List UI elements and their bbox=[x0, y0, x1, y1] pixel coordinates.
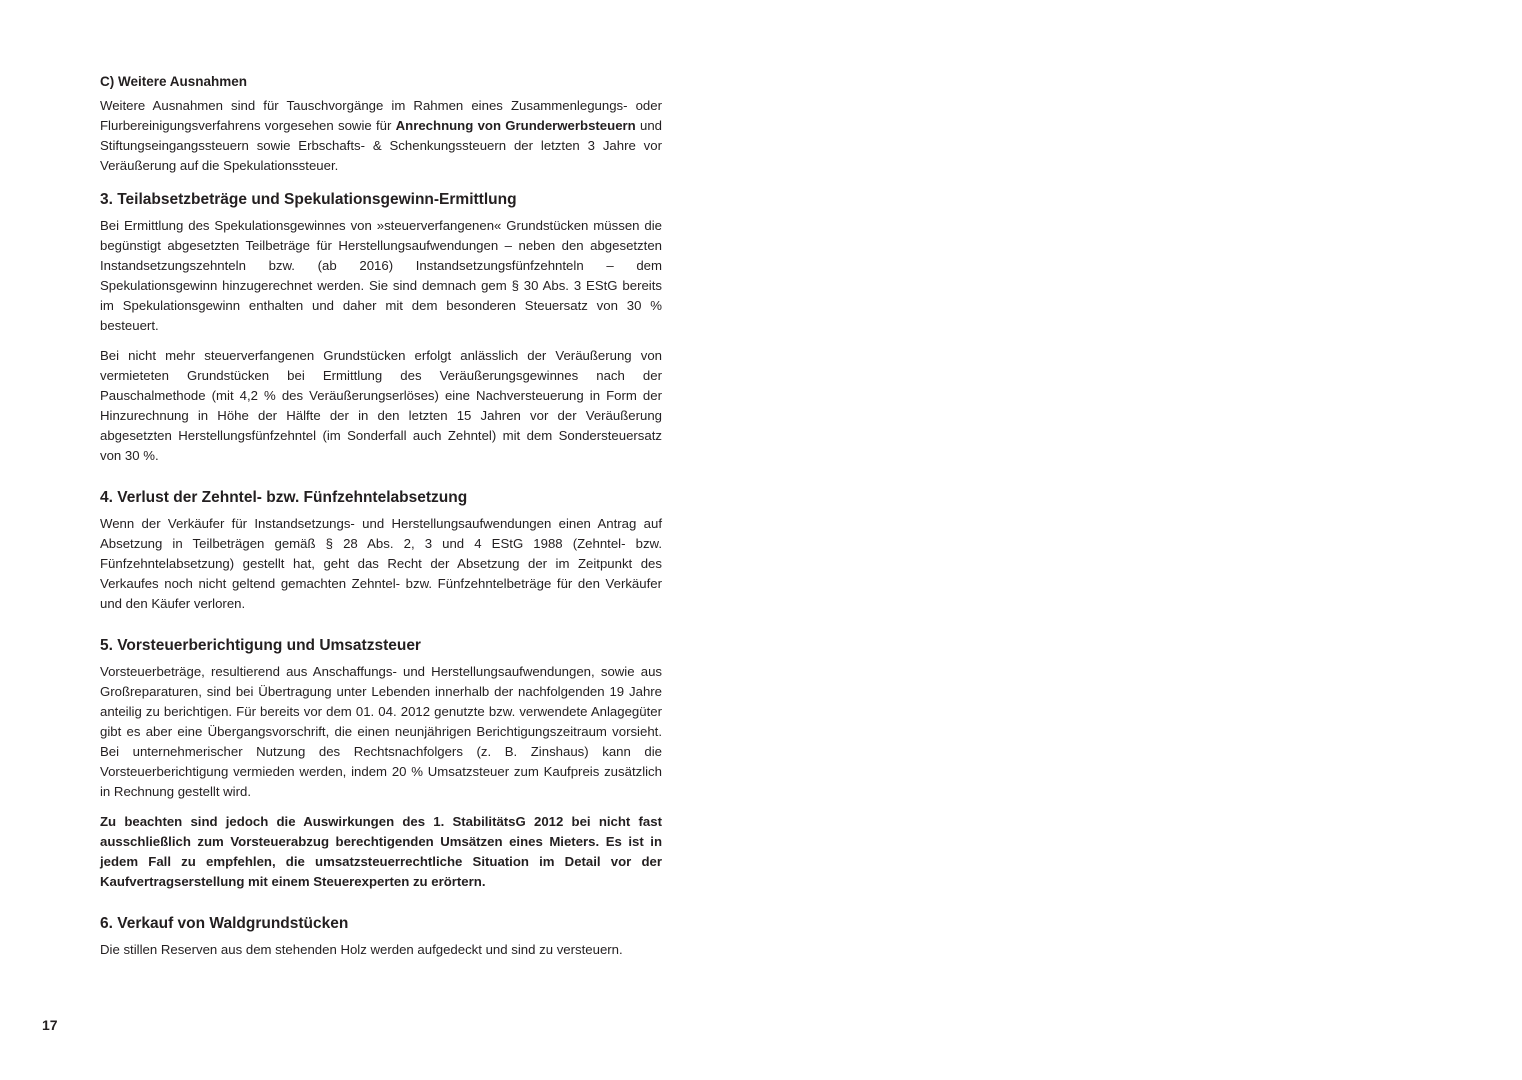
paragraph-section-5-1: Vorsteuerbeträge, resultierend aus Anschaffungs- und Herstellungsaufwendungen, sowie aus Großreparaturen, sind bei Übertragung unter Lebenden innerhalb der nachfolgenden 19 Jahre anteilig zu berichtigen. Für bereits vor dem 01. 04. 2012 genutzte bzw. verwendete Anlagegüter gibt es aber eine Übergangsvorschrift, die einen neunjährigen Berichtigungszeitraum vorsieht. Bei unternehmerischer Nutzung des Rechtsnachfolgers (z. B. Zinshaus) kann die Vorsteuerberichtigung vermieden werden, indem 20 % Umsatzsteuer zum Kaufpreis zusätzlich in Rechnung gestellt wird. bbox=[100, 664, 662, 799]
paragraph-section-5-2: Zu beachten sind jedoch die Auswirkungen des 1. StabilitätsG 2012 bei nicht fast ausschließlich zum Vorsteuerabzug berechtigenden Umsätzen eines Mieters. Es ist in jedem Fall zu empfehlen, die umsatzsteuerrechtliche Situation im Detail vor der Kaufvertragserstellung mit einem Steuerexperten zu erörtern. bbox=[100, 814, 662, 889]
heading-section-3: 3. Teilabsetzbeträge und Spekulationsgewinn-Ermittlung bbox=[100, 191, 517, 208]
text-column bbox=[100, 72, 662, 960]
heading-section-5: 5. Vorsteuerberichtigung und Umsatzsteuer bbox=[100, 637, 421, 654]
page-number: 17 bbox=[42, 1017, 58, 1033]
paragraph-bold-text: Anrechnung von Grunderwerbsteuern bbox=[395, 118, 636, 133]
paragraph-section-3-1: Bei Ermittlung des Spekulationsgewinnes von »steuerverfangenen« Grundstücken müssen die begünstigt abgesetzten Teilbeträge für Herstellungsaufwendungen – neben den abgesetzten Instandsetzungszehnteln bzw. (ab 2016) Instandsetzungsfünfzehnteln – dem Spekulationsgewinn hinzugerechnet werden. Sie sind demnach gem § 30 Abs. 3 EStG bereits im Spekulationsgewinn enthalten und daher mit dem besonderen Steuersatz von 30 % besteuert. bbox=[100, 218, 662, 333]
paragraph-text: und Stiftungseingangssteuern sowie Erbschafts- & Schenkungssteuern der letzten 3 Jahre vor Veräußerung auf die Spekulationssteuer. bbox=[100, 118, 663, 173]
heading-weitere-ausnahmen: C) Weitere Ausnahmen bbox=[100, 74, 248, 89]
paragraph-text: Weitere Ausnahmen sind für Tauschvorgänge im Rahmen eines Zusammenlegungs- oder Flurbereinigungsverfahrens vorgesehen sowie für bbox=[100, 98, 662, 133]
heading-section-6: 6. Verkauf von Waldgrundstücken bbox=[100, 915, 349, 932]
heading-section-4: 4. Verlust der Zehntel- bzw. Fünfzehntelabsetzung bbox=[100, 489, 468, 506]
paragraph-section-3-2: Bei nicht mehr steuerverfangenen Grundstücken erfolgt anlässlich der Veräußerung von vermieteten Grundstücken bei Ermittlung des Veräußerungsgewinnes nach der Pauschalmethode (mit 4,2 % des Veräußerungserlöses) eine Nachversteuerung in Form der Hinzurechnung in Höhe der Hälfte der in den letzten 15 Jahren vor der Veräußerung abgesetzten Herstellungsfünfzehntel (im Sonderfall auch Zehntel) mit dem Sondersteuersatz von 30 %. bbox=[100, 348, 662, 463]
paragraph-section-4-1: Wenn der Verkäufer für Instandsetzungs- und Herstellungsaufwendungen einen Antrag auf Absetzung in Teilbeträgen gemäß § 28 Abs. 2, 3 und 4 EStG 1988 (Zehntel- bzw. Fünfzehntelabsetzung) gestellt hat, geht das Recht der Absetzung der im Zeitpunkt des Verkaufes noch nicht geltend gemachten Zehntel- bzw. Fünfzehntelbeträge für den Verkäufer und den Käufer verloren. bbox=[100, 516, 662, 611]
paragraph-section-6-1: Die stillen Reserven aus dem stehenden Holz werden aufgedeckt und sind zu versteuern. bbox=[100, 942, 623, 957]
paragraph-weitere-ausnahmen bbox=[100, 96, 662, 176]
